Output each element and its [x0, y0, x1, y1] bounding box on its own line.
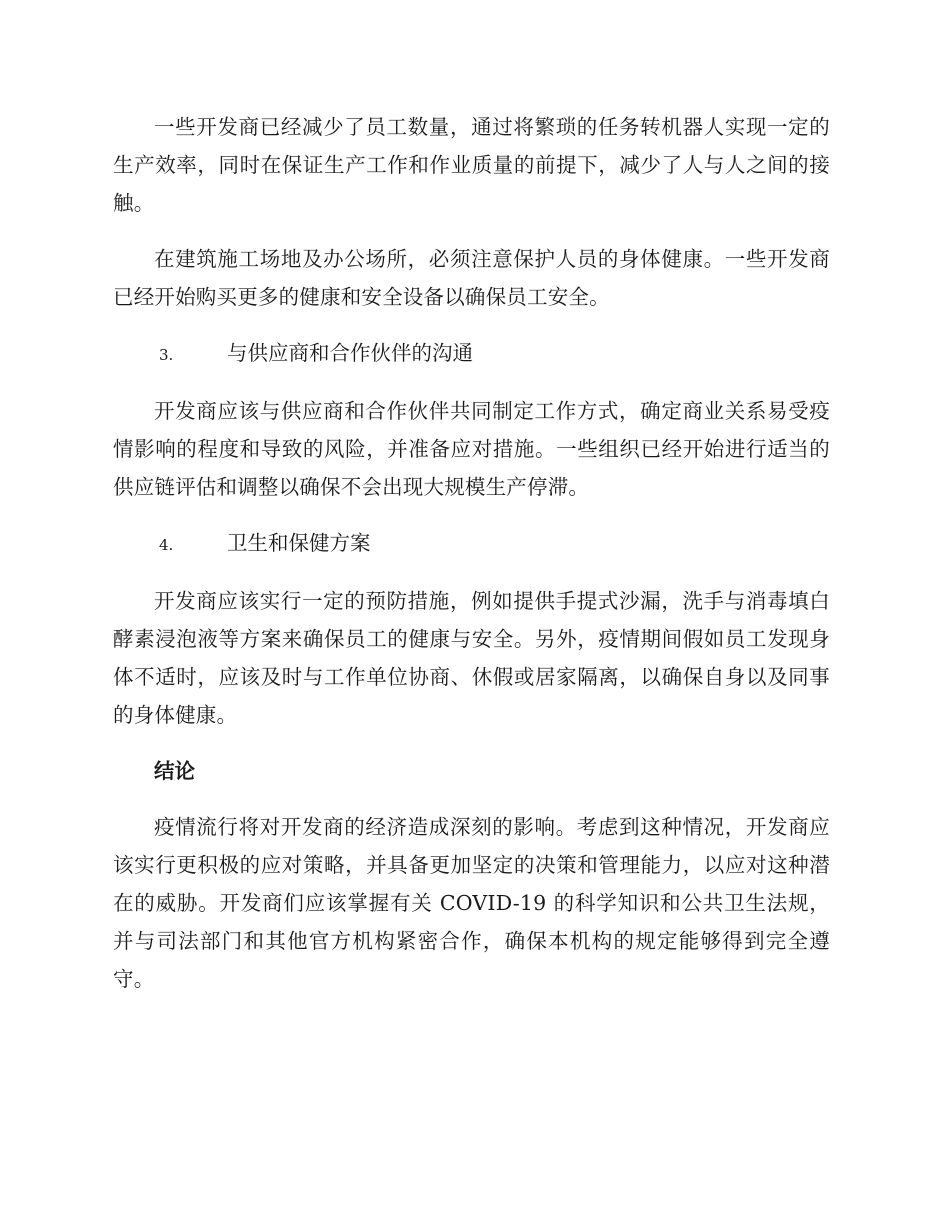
document-page — [113, 108, 830, 1016]
paragraph-conclusion: 疫情流行将对开发商的经济造成深刻的影响。考虑到这种情况，开发商应该实行更积极的应对策略，并具备更加坚定的决策和管理能力，以应对这种潜在的威胁。开发商们应该掌握有关 COVID-19 的科学知识和公共卫生法规，并与司法部门和其他官方机构紧密合作，确保本机构的规定能够得到完全遵守。 — [113, 815, 830, 991]
section-4-heading — [113, 524, 830, 564]
paragraph-hygiene-plan: 开发商应该实行一定的预防措施，例如提供手提式沙漏，洗手与消毒填白酵素浸泡液等方案来确保员工的健康与安全。另外，疫情期间假如员工发现身体不适时，应该及时与工作单位协商、休假或居家隔离，以确保自身以及同事的身体健康。 — [113, 589, 830, 727]
paragraph-health-protection: 在建筑施工场地及办公场所，必须注意保护人员的身体健康。一些开发商已经开始购买更多的健康和安全设备以确保员工安全。 — [113, 247, 830, 309]
conclusion-heading: 结论 — [154, 759, 195, 783]
section-3-heading — [113, 334, 830, 374]
section-4-title: 卫生和保健方案 — [227, 531, 371, 555]
section-3-number: 3. — [159, 346, 174, 364]
section-4-number: 4. — [159, 536, 174, 554]
paragraph-supplier-communication: 开发商应该与供应商和合作伙伴共同制定工作方式，确定商业关系易受疫情影响的程度和导致的风险，并准备应对措施。一些组织已经开始进行适当的供应链评估和调整以确保不会出现大规模生产停滞。 — [113, 399, 830, 499]
section-3-title: 与供应商和合作伙伴的沟通 — [227, 341, 473, 365]
paragraph-staff-reduction: 一些开发商已经减少了员工数量，通过将繁琐的任务转机器人实现一定的生产效率，同时在保证生产工作和作业质量的前提下，减少了人与人之间的接触。 — [113, 115, 830, 215]
